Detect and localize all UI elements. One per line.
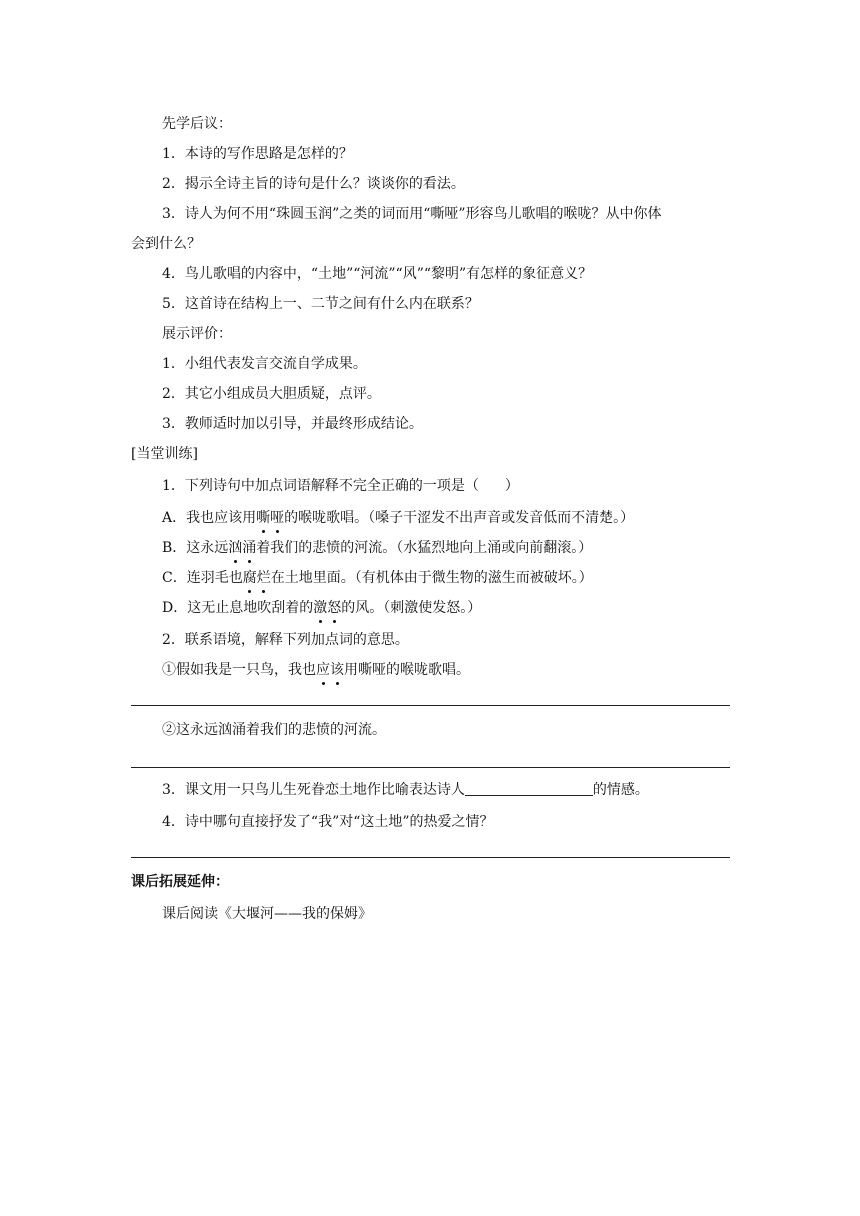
training-question-3 — [162, 780, 649, 800]
option-c-pre: C．连羽毛也 — [162, 570, 243, 586]
dotted-char: 烂 — [256, 570, 271, 586]
display-item-3: 3．教师适时加以引导，并最终形成结论。 — [162, 416, 423, 432]
question-3-line-2: 会到什么？ — [131, 236, 201, 252]
section-heading-training: [当堂训练] — [131, 446, 198, 462]
section-heading-display: 展示评价： — [162, 326, 232, 342]
display-item-2: 2．其它小组成员大胆质疑，点评。 — [162, 386, 381, 402]
dotted-char: 嘶 — [256, 510, 271, 526]
question-4: 4．鸟儿歌唱的内容中，“土地”“河流”“风”“黎明”有怎样的象征意义？ — [162, 266, 593, 282]
fill-in-blank — [465, 781, 593, 796]
dotted-char: 应 — [316, 662, 330, 678]
dotted-char: 涌 — [242, 540, 257, 556]
question-3-line-1: 3．诗人为何不用“珠圆玉润”之类的词而用“嘶哑”形容鸟儿歌唱的喉咙？从中你体 — [162, 206, 662, 222]
training-question-2-item-1 — [162, 660, 470, 680]
answer-line — [131, 767, 730, 768]
q3-post: 的情感。 — [592, 782, 649, 798]
option-c — [162, 568, 593, 588]
training-question-2: 2．联系语境，解释下列加点词的意思。 — [162, 632, 409, 648]
display-item-1: 1．小组代表发言交流自学成果。 — [162, 356, 367, 372]
section-heading-preview: 先学后议： — [162, 116, 232, 132]
extension-reading: 课后阅读《大堰河——我的保姆》 — [162, 906, 372, 922]
option-c-post: 在土地里面。（有机体由于微生物的滋生而被破坏。） — [270, 570, 593, 586]
question-1: 1．本诗的写作思路是怎样的？ — [162, 146, 353, 162]
answer-line — [131, 705, 730, 706]
option-d-pre: D．这无止息地吹刮着的 — [162, 600, 314, 616]
dotted-char: 汹 — [228, 540, 243, 556]
dotted-char: 腐 — [242, 570, 257, 586]
dotted-char: 怒 — [327, 600, 342, 616]
q3-pre: 3．课文用一只鸟儿生死眷恋土地作比喻表达诗人 — [162, 782, 465, 798]
option-b-post: 着我们的悲愤的河流。（水猛烈地向上涌或向前翻滚。） — [256, 540, 593, 556]
question-2: 2．揭示全诗主旨的诗句是什么？谈谈你的看法。 — [162, 176, 465, 192]
question-5: 5．这首诗在结构上一、二节之间有什么内在联系？ — [162, 296, 479, 312]
option-d — [162, 598, 481, 618]
option-a — [162, 508, 634, 528]
training-q1-prefix: 1．下列诗句中加点词语解释不完全正确的一项是（ — [162, 478, 479, 494]
training-q1-suffix: ） — [504, 478, 519, 494]
training-question-1 — [162, 476, 519, 496]
dotted-char: 该 — [330, 662, 344, 678]
dotted-char: 哑 — [270, 510, 285, 526]
training-question-4: 4．诗中哪句直接抒发了“我”对“这土地”的热爱之情？ — [162, 814, 494, 830]
option-b — [162, 538, 592, 558]
option-a-pre: A．我也应该用 — [162, 510, 257, 526]
section-heading-extension: 课后拓展延伸： — [131, 874, 229, 890]
answer-line — [131, 857, 730, 858]
item-1-pre: ①假如我是一只鸟，我也 — [162, 662, 316, 678]
option-a-post: 的喉咙歌唱。（嗓子干涩发不出声音或发音低而不清楚。） — [284, 510, 635, 526]
option-b-pre: B．这永远 — [162, 540, 229, 556]
training-question-2-item-2: ②这永远汹涌着我们的悲愤的河流。 — [162, 722, 386, 738]
option-d-post: 的风。（刺激使发怒。） — [341, 600, 482, 616]
dotted-char: 激 — [313, 600, 328, 616]
item-1-post: 用嘶哑的喉咙歌唱。 — [344, 662, 470, 678]
